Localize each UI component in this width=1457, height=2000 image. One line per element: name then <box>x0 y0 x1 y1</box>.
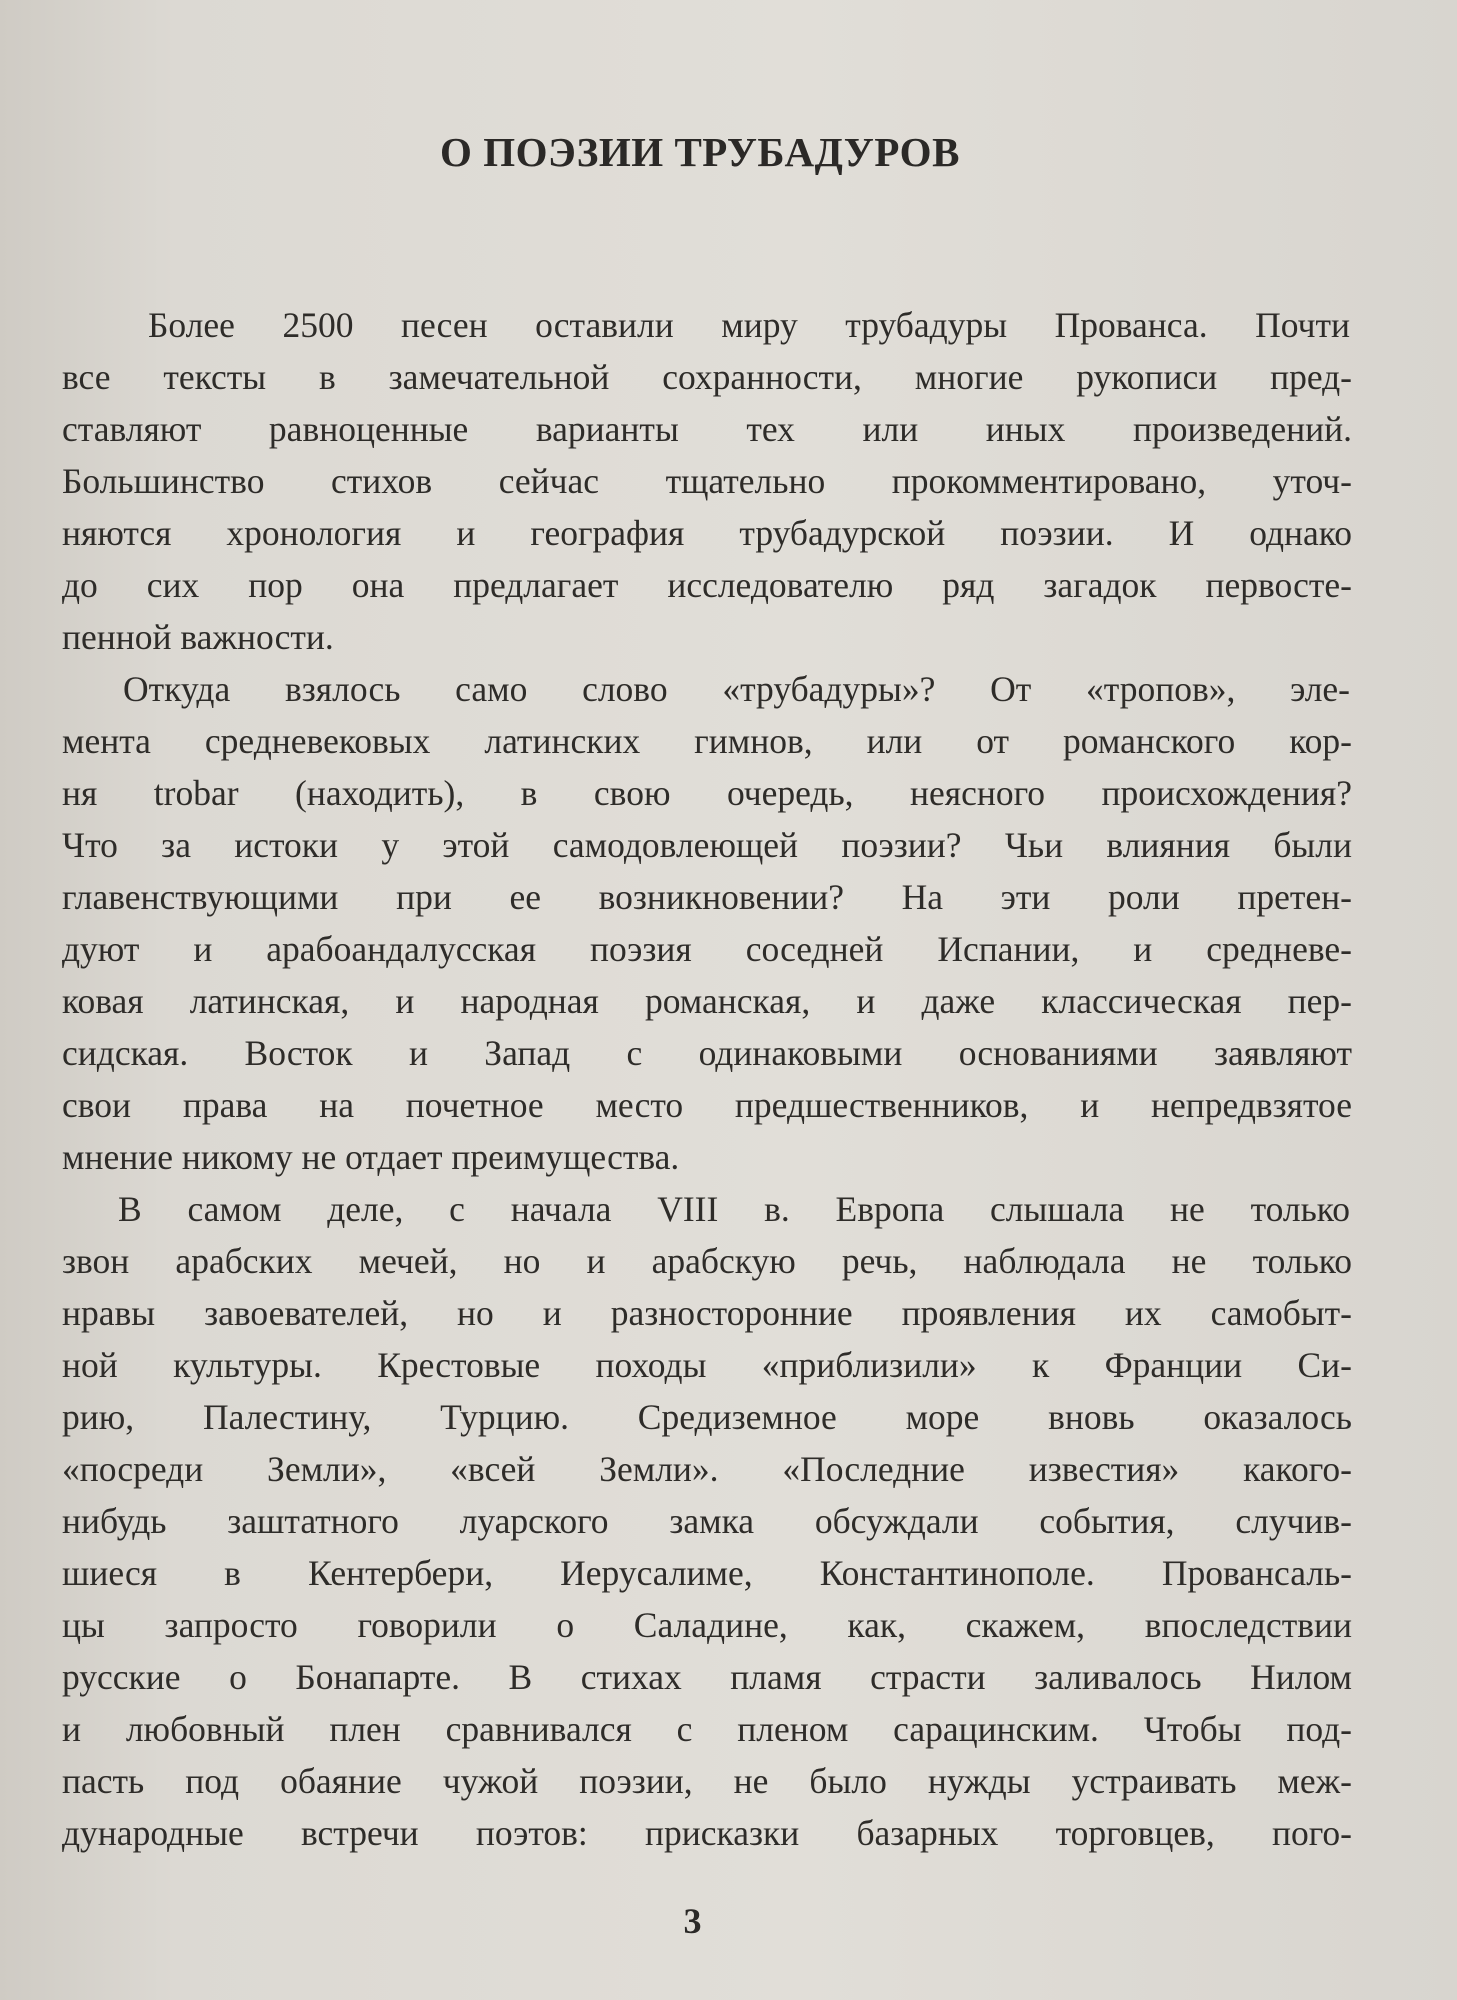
text-line: свои права на почетное место предшественников, и непредвзятое <box>62 1085 1352 1125</box>
chapter-title: О ПОЭЗИИ ТРУБАДУРОВ <box>440 129 960 175</box>
text-line: Откуда взялось само слово «трубадуры»? От «тропов», эле- <box>123 669 1350 709</box>
text-line: цы запросто говорили о Саладине, как, скажем, впоследствии <box>62 1605 1352 1645</box>
text-line: ставляют равноценные варианты тех или иных произведений. <box>62 409 1352 449</box>
text-line: нибудь заштатного луарского замка обсуждали события, случив- <box>62 1501 1352 1541</box>
text-line: ковая латинская, и народная романская, и даже классическая пер- <box>62 981 1352 1021</box>
text-line: все тексты в замечательной сохранности, многие рукописи пред- <box>62 357 1352 397</box>
text-line: шиеся в Кентербери, Иерусалиме, Константинополе. Провансаль- <box>62 1553 1352 1593</box>
text-line: «посреди Земли», «всей Земли». «Последние известия» какого- <box>62 1449 1352 1489</box>
text-line: сидская. Восток и Запад с одинаковыми основаниями заявляют <box>62 1033 1352 1073</box>
text-line: нравы завоевателей, но и разносторонние проявления их самобыт- <box>62 1293 1352 1333</box>
page-number: 3 <box>683 1901 702 1941</box>
text-line: Большинство стихов сейчас тщательно прокомментировано, уточ- <box>62 461 1352 501</box>
text-line: пасть под обаяние чужой поэзии, не было нужды устраивать меж- <box>62 1761 1352 1801</box>
text-line: мнение никому не отдает преимущества. <box>62 1137 680 1177</box>
text-line: русские о Бонапарте. В стихах пламя страсти заливалось Нилом <box>62 1657 1352 1697</box>
text-line: Более 2500 песен оставили миру трубадуры Прованса. Почти <box>148 305 1350 345</box>
text-line: и любовный плен сравнивался с пленом сарацинским. Чтобы под- <box>62 1709 1352 1749</box>
text-line: пенной важности. <box>62 617 334 657</box>
text-line: главенствующими при ее возникновении? На эти роли претен- <box>62 877 1352 917</box>
text-line: дуют и арабоандалусская поэзия соседней Испании, и средневе- <box>62 929 1352 969</box>
text-line: дународные встречи поэтов: присказки базарных торговцев, пого- <box>62 1813 1352 1853</box>
text-line: няются хронология и география трубадурской поэзии. И однако <box>62 513 1352 553</box>
text-line: ной культуры. Крестовые походы «приблизили» к Франции Си- <box>62 1345 1352 1385</box>
text-line: ня trobar (находить), в свою очередь, неясного происхождения? <box>62 773 1352 813</box>
text-line: Что за истоки у этой самодовлеющей поэзии? Чьи влияния были <box>62 825 1352 865</box>
text-line: рию, Палестину, Турцию. Средиземное море вновь оказалось <box>62 1397 1352 1437</box>
text-line: В самом деле, с начала VIII в. Европа слышала не только <box>118 1189 1350 1229</box>
text-line: до сих пор она предлагает исследователю ряд загадок первосте- <box>62 565 1352 605</box>
text-line: мента средневековых латинских гимнов, или от романского кор- <box>62 721 1352 761</box>
text-line: звон арабских мечей, но и арабскую речь, наблюдала не только <box>62 1241 1352 1281</box>
